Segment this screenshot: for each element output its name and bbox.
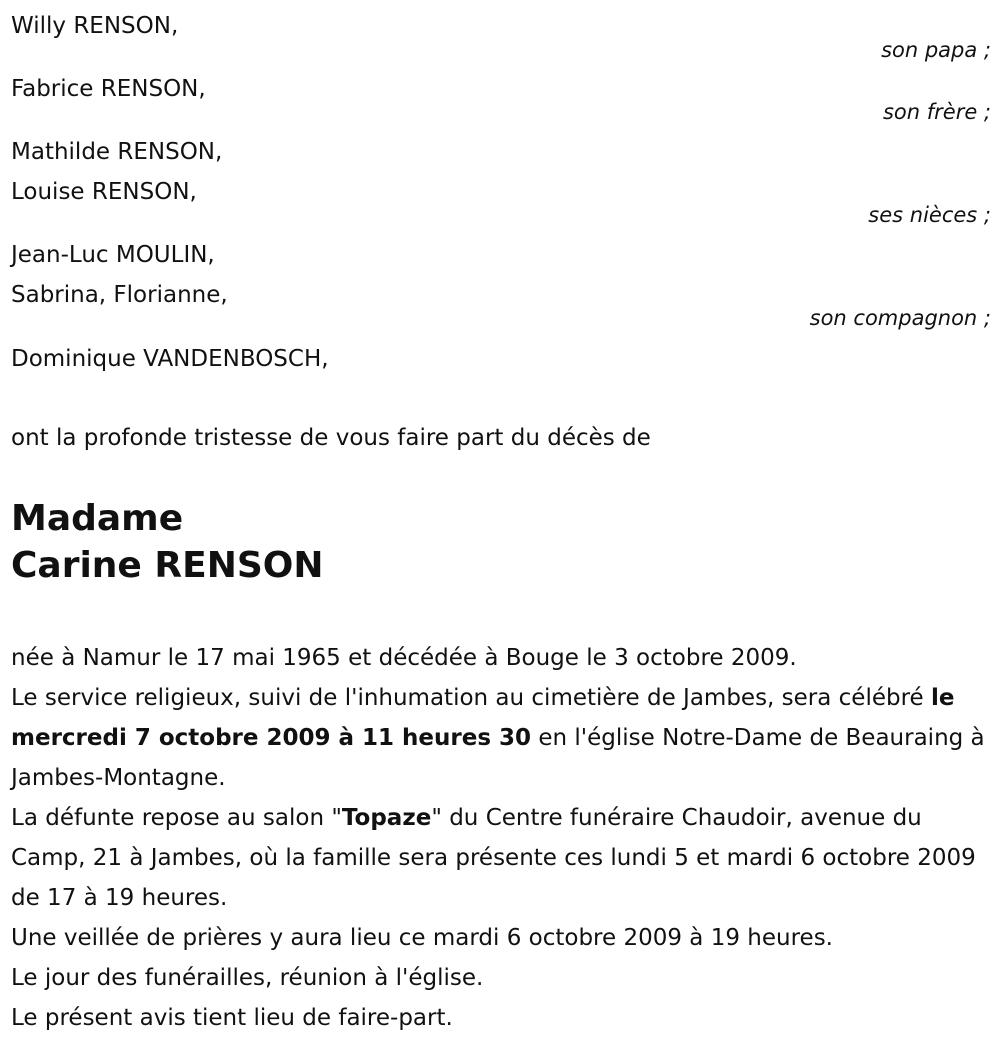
- deceased-title: Madame: [11, 498, 184, 539]
- deceased-name: Carine RENSON: [11, 545, 324, 586]
- family-member-fabrice: Fabrice RENSON,: [11, 76, 206, 102]
- service-text-post: en l'église Notre-Dame de Beauraing à Jambes-Montagne.: [11, 725, 985, 791]
- family-member-willy: Willy RENSON,: [11, 13, 179, 39]
- role-nieces: ses nièces ;: [868, 203, 991, 227]
- role-compagnon: son compagnon ;: [809, 306, 991, 330]
- vigil-text: Une veillée de prières y aura lieu ce mardi 6 octobre 2009 à 19 heures.: [11, 925, 833, 951]
- salon-name: Topaze: [341, 805, 432, 831]
- family-member-mathilde: Mathilde RENSON,: [11, 139, 223, 165]
- role-frere: son frère ;: [882, 100, 991, 124]
- role-papa: son papa ;: [881, 38, 991, 62]
- announcement-text: ont la profonde tristesse de vous faire part du décès de: [11, 425, 651, 451]
- service-text-pre: Le service religieux, suivi de l'inhumation au cimetière de Jambes, sera célébré: [11, 685, 932, 711]
- repose-text-pre: La défunte repose au salon ": [11, 805, 342, 831]
- family-member-dominique: Dominique VANDENBOSCH,: [11, 346, 329, 372]
- notice-text: Le présent avis tient lieu de faire-part.: [11, 1005, 453, 1031]
- service-paragraph: [11, 678, 986, 798]
- repose-paragraph: [11, 798, 986, 918]
- birth-death-text: née à Namur le 17 mai 1965 et décédée à Bouge le 3 octobre 2009.: [11, 645, 797, 671]
- family-member-louise: Louise RENSON,: [11, 179, 197, 205]
- service-date: le mercredi 7 octobre 2009 à 11 heures 30: [11, 685, 955, 751]
- details-block: [11, 638, 986, 1038]
- repose-text-post: " du Centre funéraire Chaudoir, avenue du Camp, 21 à Jambes, où la famille sera présente ces lundi 5 et mardi 6 octobre 2009 de 17 à 19 heures.: [11, 805, 976, 911]
- meeting-text: Le jour des funérailles, réunion à l'église.: [11, 965, 484, 991]
- family-member-sabrina-florianne: Sabrina, Florianne,: [11, 282, 228, 308]
- family-member-jean-luc: Jean-Luc MOULIN,: [11, 242, 215, 268]
